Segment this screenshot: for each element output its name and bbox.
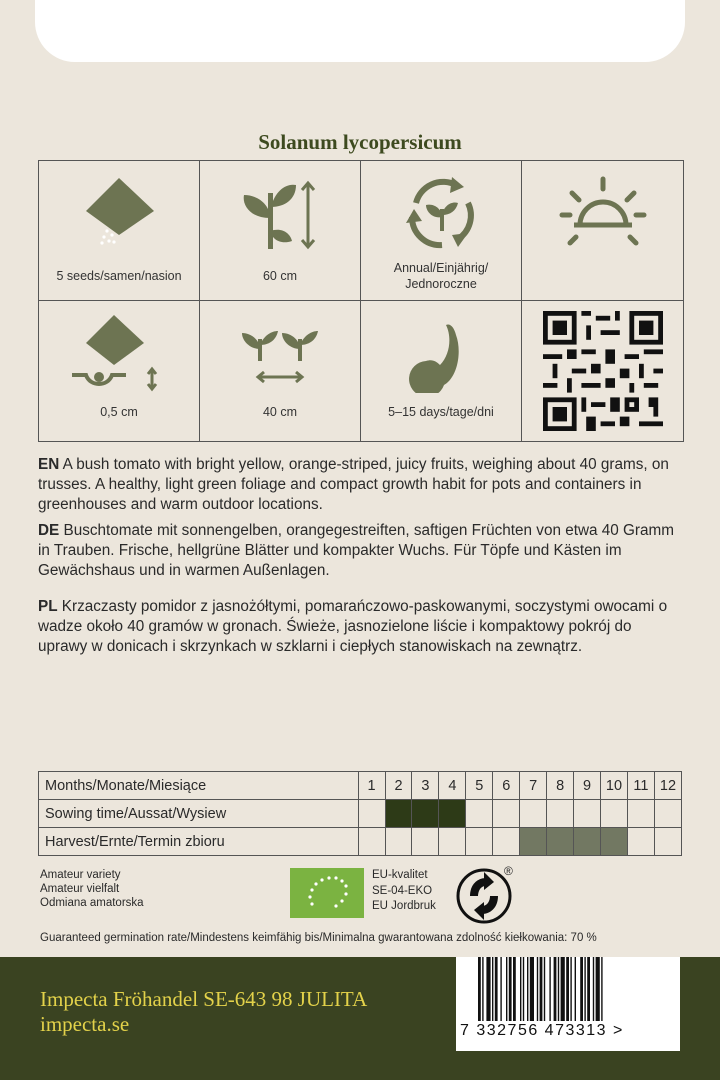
barcode-bar <box>478 957 481 1021</box>
annual-cycle-icon <box>396 173 486 253</box>
barcode-bar <box>593 957 594 1021</box>
harvest-label: Harvest/Ernte/Termin zbioru <box>39 828 359 856</box>
hang-hole <box>35 0 685 62</box>
germination-rate: Guaranteed germination rate/Mindestens keimfähig bis/Minimalna gwarantowana zdolność kiełkowania: 70 % <box>40 932 597 944</box>
month-3: 3 <box>412 772 439 800</box>
barcode-bar <box>527 957 528 1021</box>
seeds-cell <box>39 161 200 301</box>
barcode-bar <box>520 957 521 1021</box>
qr-cell <box>522 301 683 441</box>
plant-height-icon <box>230 173 330 253</box>
plant-spacing-icon <box>230 313 330 393</box>
harvest-month-3 <box>412 828 439 856</box>
sowing-month-7 <box>520 800 547 828</box>
barcode-bar <box>554 957 557 1021</box>
sowing-month-8 <box>547 800 574 828</box>
month-7: 7 <box>520 772 547 800</box>
sun-cell <box>522 161 683 301</box>
calendar-months-row <box>39 772 682 800</box>
sowing-month-11 <box>627 800 654 828</box>
sowing-month-4 <box>439 800 466 828</box>
sowing-depth-icon <box>64 313 174 393</box>
sowing-month-10 <box>601 800 628 828</box>
barcode-icon <box>456 957 680 1023</box>
harvest-month-4 <box>439 828 466 856</box>
amateur-pl: Odmiana amatorska <box>40 897 144 909</box>
description-de <box>38 521 678 581</box>
month-5: 5 <box>466 772 493 800</box>
spacing-cell <box>200 301 361 441</box>
month-12: 12 <box>654 772 681 800</box>
eu-quality-text <box>372 868 436 915</box>
month-9: 9 <box>574 772 601 800</box>
annual-label-1: Annual/Einjährig/ <box>393 261 489 275</box>
barcode-bar <box>549 957 550 1021</box>
amateur-variety <box>40 868 144 910</box>
barcode-bar <box>587 957 590 1021</box>
description-pl-text: Krzaczasty pomidor z jasnożółtymi, pomarańczowo-paskowanymi, soczystymi owocami o wadze około 40 gramów w gronach. Świeże, jasnozielone liście i kompaktowy pokrój do uprawy w donicach i skrzynkach w szklarni i ciepłych stanowiskach na zewnątrz. <box>38 598 668 655</box>
month-2: 2 <box>385 772 412 800</box>
germination-label: 5–15 days/tage/dni <box>388 405 494 419</box>
harvest-month-1 <box>358 828 385 856</box>
lang-code-de: DE <box>38 522 60 539</box>
sowing-month-12 <box>654 800 681 828</box>
annual-cell <box>361 161 522 301</box>
sowing-month-2 <box>385 800 412 828</box>
barcode-bar <box>596 957 600 1021</box>
eu-organic-leaf-icon <box>290 868 364 918</box>
barcode-bar <box>575 957 576 1021</box>
barcode-bar <box>570 957 571 1021</box>
harvest-month-11 <box>627 828 654 856</box>
barcode-bar <box>544 957 545 1021</box>
annual-label-2: Jednoroczne <box>405 277 477 291</box>
harvest-month-10 <box>601 828 628 856</box>
barcode-bar <box>558 957 559 1021</box>
height-label: 60 cm <box>262 269 298 283</box>
months-label: Months/Monate/Miesiące <box>39 772 359 800</box>
seed-packet-icon <box>74 173 164 253</box>
month-11: 11 <box>627 772 654 800</box>
description-en-text: A bush tomato with bright yellow, orange-striped, juicy fruits, weighing about 40 grams, on trusses. A healthy, light green foliage and compact growth habit for pots and containers in greenhouses and warm outdoor locations. <box>38 456 669 513</box>
footer-address: Impecta Fröhandel SE-643 98 JULITA <box>40 987 368 1011</box>
germination-cell <box>361 301 522 441</box>
sowing-month-5 <box>466 800 493 828</box>
barcode-bar <box>566 957 569 1021</box>
harvest-month-5 <box>466 828 493 856</box>
barcode-bar <box>495 957 498 1021</box>
icon-grid <box>38 160 684 442</box>
month-1: 1 <box>358 772 385 800</box>
green-dot-logo <box>456 866 526 929</box>
barcode-bar <box>523 957 524 1021</box>
description-de-text: Buschtomate mit sonnengelben, orangegestreiften, saftigen Früchten von etwa 40 Gramm in Trauben. Frische, hellgrüne Blätter und kompakter Wuchs. Für Töpfe und Kästen im Gewächshaus und in warmen Außenlagen. <box>38 522 675 579</box>
harvest-month-7 <box>520 828 547 856</box>
amateur-en: Amateur variety <box>40 869 121 881</box>
barcode-bar <box>530 957 534 1021</box>
harvest-month-6 <box>493 828 520 856</box>
barcode-bar <box>580 957 583 1021</box>
species-title: Solanum lycopersicum <box>258 130 462 154</box>
description-pl <box>38 597 678 657</box>
month-10: 10 <box>601 772 628 800</box>
sowing-month-1 <box>358 800 385 828</box>
sowing-month-9 <box>574 800 601 828</box>
barcode-bar <box>584 957 585 1021</box>
eu-line-1: EU-kvalitet <box>372 869 428 881</box>
eu-line-2: SE-04-EKO <box>372 884 433 897</box>
eu-line-3: EU Jordbruk <box>372 900 436 912</box>
amateur-de: Amateur vielfalt <box>40 883 120 895</box>
lang-code-en: EN <box>38 456 60 473</box>
depth-cell <box>39 301 200 441</box>
month-6: 6 <box>493 772 520 800</box>
month-4: 4 <box>439 772 466 800</box>
green-dot-icon <box>456 866 526 924</box>
harvest-month-9 <box>574 828 601 856</box>
harvest-month-12 <box>654 828 681 856</box>
lang-code-pl: PL <box>38 598 58 615</box>
barcode-bar <box>492 957 493 1021</box>
barcode-bar <box>506 957 507 1021</box>
barcode-bar <box>486 957 490 1021</box>
harvest-month-8 <box>547 828 574 856</box>
description-en <box>38 455 678 515</box>
eu-organic-leaf-logo <box>290 868 364 918</box>
barcode-bar <box>561 957 565 1021</box>
qr-code-icon[interactable] <box>543 311 663 431</box>
barcode-bar <box>509 957 512 1021</box>
barcode-bar <box>513 957 516 1021</box>
depth-label: 0,5 cm <box>100 405 138 419</box>
seedling-sprout-icon <box>396 313 486 393</box>
height-cell <box>200 161 361 301</box>
barcode-bar <box>537 957 538 1021</box>
barcode-bar <box>482 957 483 1021</box>
barcode-bar <box>500 957 501 1021</box>
seeds-label: 5 seeds/samen/nasion <box>56 269 182 283</box>
sowing-calendar <box>38 771 682 856</box>
barcode-bar <box>601 957 602 1021</box>
calendar-sowing-row <box>39 800 682 828</box>
sowing-month-3 <box>412 800 439 828</box>
harvest-month-2 <box>385 828 412 856</box>
footer-website[interactable]: impecta.se <box>40 1012 130 1036</box>
spacing-label: 40 cm <box>262 405 298 419</box>
barcode-bar <box>540 957 543 1021</box>
barcode-number: 7 332756 473313 > <box>460 1022 624 1039</box>
sowing-month-6 <box>493 800 520 828</box>
month-8: 8 <box>547 772 574 800</box>
sowing-label: Sowing time/Aussat/Wysiew <box>39 800 359 828</box>
registered-mark: ® <box>504 864 513 878</box>
calendar-harvest-row <box>39 828 682 856</box>
sun-icon <box>558 173 648 253</box>
